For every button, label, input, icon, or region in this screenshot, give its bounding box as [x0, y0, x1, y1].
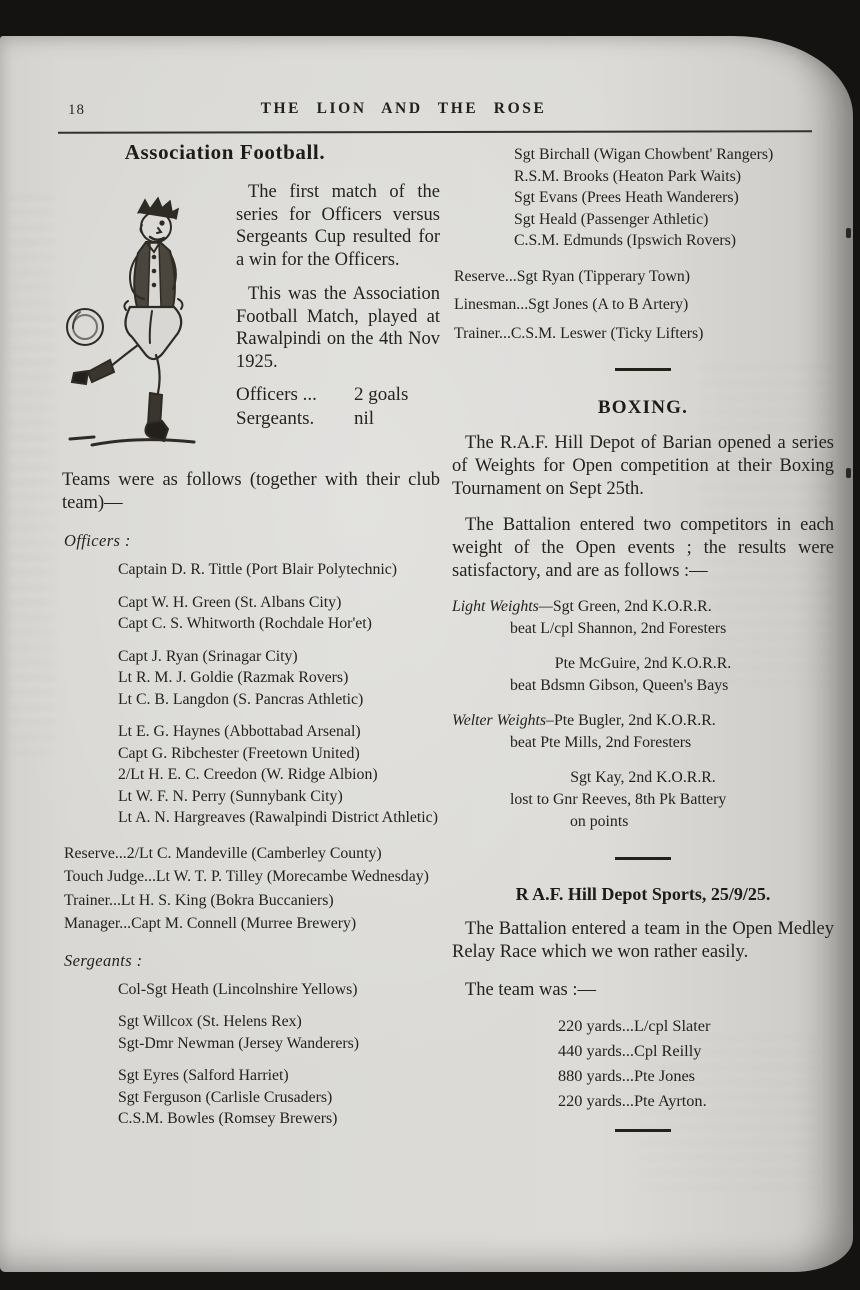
player-entry: C.S.M. Bowles (Romsey Brewers) [118, 1110, 338, 1127]
boxing-results [452, 596, 834, 833]
official-entry: Reserve...Sgt Ryan (Tipperary Town) [454, 267, 691, 285]
article-title-football: Association Football. [124, 140, 326, 164]
player-entry: Sgt Birchall (Wigan Chowbent' Rangers) [514, 146, 774, 163]
bout-outcome: beat L/cpl Shannon, 2nd Foresters [510, 620, 727, 637]
bout-outcome: beat Bdsmn Gibson, Queen's Bays [510, 677, 729, 694]
player-entry: R.S.M. Brooks (Heaton Park Waits) [514, 167, 742, 185]
player-entry: Capt G. Ribchester (Freetown United) [118, 744, 360, 762]
officers-group-3 [118, 646, 440, 711]
player-entry: Sgt Willcox (St. Helens Rex) [118, 1013, 302, 1030]
player-entry: Capt C. S. Whitworth (Rochdale Hor'et) [118, 615, 372, 632]
sergeants-group-1 [118, 979, 440, 1001]
boxing-paragraph-1: The R.A.F. Hill Depot of Barian opened a series of Weights for Open competition at their Boxing Tournament on Sept 25th. [452, 433, 834, 499]
sergeants-group-3 [118, 1065, 440, 1130]
player-entry: Capt W. H. Green (St. Albans City) [118, 593, 342, 611]
header-rule [58, 130, 812, 134]
official-entry: Linesman...Sgt Jones (A to B Artery) [454, 296, 689, 313]
sports-paragraph: The Battalion entered a team in the Open Medley Relay Race which we won rather easily. [452, 919, 834, 962]
article-title-boxing: BOXING. [597, 397, 689, 418]
score-row: Officers ... 2 goals [236, 384, 409, 405]
player-entry: 2/Lt H. E. C. Creedon (W. Ridge Albion) [118, 766, 378, 783]
boxing-paragraph-2: The Battalion entered two competitors in each weight of the Open events ; the results were satisfactory, and are as follows :— [452, 515, 834, 581]
official-entry: Trainer...C.S.M. Leswer (Ticky Lifters) [454, 324, 704, 342]
official-entry: Touch Judge...Lt W. T. P. Tilley (Morecambe Wednesday) [64, 868, 429, 885]
football-officials [64, 843, 440, 935]
official-entry: Reserve...2/Lt C. Mandeville (Camberley County) [64, 844, 382, 862]
player-entry: Sgt Evans (Prees Heath Wanderers) [514, 189, 739, 206]
player-entry: Lt C. B. Langdon (S. Pancras Athletic) [118, 690, 364, 708]
boxing-result [452, 653, 834, 697]
bout-note: on points [570, 813, 629, 830]
bout-outcome: lost to Gnr Reeves, 8th Pk Battery [510, 791, 727, 808]
official-entry: Manager...Capt M. Connell (Murree Brewery) [64, 915, 357, 932]
relay-leg-entry: 220 yards...L/cpl Slater [558, 1016, 711, 1035]
bout-winner: Pte McGuire, 2nd K.O.R.R. [554, 655, 732, 672]
player-entry: Sgt Ferguson (Carlisle Crusaders) [118, 1088, 333, 1106]
bout-winner: Pte Bugler, 2nd K.O.R.R. [553, 712, 716, 729]
relay-leg-entry: 880 yards...Pte Jones [558, 1066, 696, 1085]
score-row: Sergeants. nil [236, 408, 375, 429]
footballer-illustration [62, 195, 232, 455]
football-paragraph-1: The first match of the series for Officers versus Sergeants Cup resulted for a win for the Officers. [236, 182, 440, 270]
player-entry: Lt W. F. N. Perry (Sunnybank City) [118, 787, 343, 805]
football-paragraph-2: This was the Association Football Match, played at Rawalpindi on the 4th Nov 1925. [236, 284, 440, 372]
player-entry: Capt J. Ryan (Srinagar City) [118, 647, 298, 665]
sergeants-heading: Sergeants : [64, 950, 143, 970]
weight-class-label: Light Weights— [452, 598, 553, 615]
bout-winner: Sgt Green, 2nd K.O.R.R. [552, 598, 712, 615]
player-entry: Sgt Eyres (Salford Harriet) [118, 1067, 289, 1084]
relay-leg-entry: 440 yards...Cpl Reilly [558, 1041, 702, 1060]
player-entry: Col-Sgt Heath (Lincolnshire Yellows) [118, 980, 358, 998]
showthrough-smudge [8, 196, 54, 756]
section-divider [615, 857, 671, 860]
player-entry: Lt R. M. J. Goldie (Razmak Rovers) [118, 669, 349, 686]
sergeants-continued [514, 144, 834, 252]
bout-winner: Sgt Kay, 2nd K.O.R.R. [570, 769, 716, 786]
section-divider [615, 368, 671, 371]
officers-group-1 [118, 559, 440, 581]
player-entry: Lt E. G. Haynes (Abbottabad Arsenal) [118, 723, 361, 740]
magazine-page [0, 36, 853, 1272]
weight-class-label: Welter Weights– [452, 712, 554, 729]
relay-team-list [558, 1013, 834, 1113]
player-entry: Lt A. N. Hargreaves (Rawalpindi District Athletic) [118, 809, 438, 826]
left-column [62, 140, 440, 1141]
page-header-title: THE LION AND THE ROSE [260, 100, 547, 117]
page-number: 18 [68, 102, 85, 118]
boxing-result [452, 710, 834, 754]
officers-group-4 [118, 721, 440, 829]
sergeants-group-2 [118, 1011, 440, 1054]
player-entry: Sgt Heald (Passenger Athletic) [514, 210, 709, 228]
officers-group-2 [118, 592, 440, 635]
teams-intro: Teams were as follows (together with their club team)— [62, 470, 440, 513]
player-entry: Sgt-Dmr Newman (Jersey Wanderers) [118, 1034, 360, 1052]
football-lead [62, 169, 440, 455]
relay-leg-entry: 220 yards...Pte Ayrton. [558, 1091, 707, 1110]
right-column [452, 144, 834, 1132]
boxing-result [452, 596, 834, 640]
page-edge-mark [846, 468, 851, 478]
match-officials [454, 266, 834, 345]
boxing-result [452, 767, 834, 833]
player-entry: Captain D. R. Tittle (Port Blair Polytechnic) [118, 561, 398, 578]
relay-team-intro: The team was :— [465, 980, 596, 1000]
article-title-sports: R A.F. Hill Depot Sports, 25/9/25. [515, 884, 771, 904]
official-entry: Trainer...Lt H. S. King (Bokra Buccaniers) [64, 891, 334, 909]
section-divider [615, 1129, 671, 1132]
bout-outcome: beat Pte Mills, 2nd Foresters [510, 734, 692, 751]
officers-heading: Officers : [64, 531, 131, 550]
player-entry: C.S.M. Edmunds (Ipswich Rovers) [514, 232, 737, 249]
page-edge-mark [846, 228, 851, 238]
